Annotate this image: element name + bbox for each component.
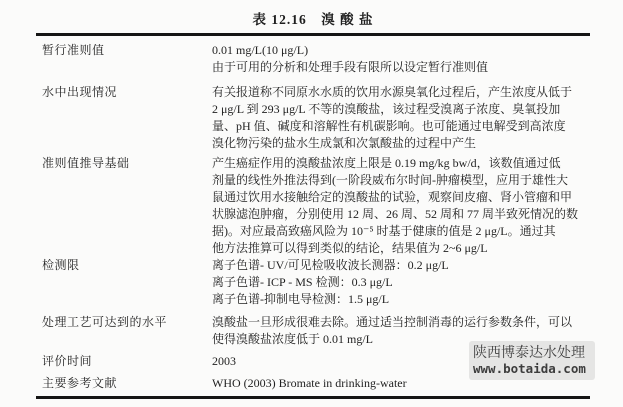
table-bottom-rule xyxy=(36,396,590,399)
row-label: 检测限 xyxy=(42,258,80,272)
row-label: 主要参考文献 xyxy=(42,376,118,390)
content-line: 鼠通过饮用水接触给定的溴酸盐的试验，观察间皮瘤、肾小管瘤和甲 xyxy=(212,190,573,204)
content-line: 离子色谱- UV/可见检吸收波长测器：0.2 μg/L xyxy=(212,258,449,272)
watermark-website: www.botaida.com xyxy=(473,361,586,376)
content-line: 产生癌症作用的溴酸盐浓度上限是 0.19 mg/kg bw/d，该数值通过低 xyxy=(212,156,561,170)
row-content xyxy=(212,42,590,76)
row-content xyxy=(212,155,590,257)
content-line: 2003 xyxy=(212,354,236,368)
content-line: WHO (2003) Bromate in drinking-water xyxy=(212,376,407,390)
table-title: 表 12.16 溴 酸 盐 xyxy=(252,12,374,27)
table-row-guideline-derivation-basis xyxy=(36,155,590,257)
content-line: 有关报道称不同原水水质的饮用水源臭氧化过程后，产生浓度从低于 xyxy=(212,85,573,99)
content-line: 离子色谱-抑制电导检测：1.5 μg/L xyxy=(212,292,390,306)
content-line: 据)。对应最高致癌风险为 10⁻⁵ 时基于健康的值是 2 μg/L。通过其 xyxy=(212,224,556,238)
content-line: 离子色谱- ICP - MS 检测：0.3 μg/L xyxy=(212,275,393,289)
table-top-rule xyxy=(36,33,590,36)
content-line: 溴化物污染的盐水生成氯和次氯酸盐的过程中产生 xyxy=(212,136,477,150)
table-row-occurrence-in-water xyxy=(36,84,590,152)
row-label: 处理工艺可达到的水平 xyxy=(42,315,168,329)
content-line: 0.01 mg/L(10 μg/L) xyxy=(212,43,309,57)
content-line: 状腺滤泡肿瘤，分别使用 12 周、26 周、52 周和 77 周半致死情况的数 xyxy=(212,207,579,221)
row-content xyxy=(212,257,590,308)
table-row-provisional-guideline-value xyxy=(36,42,590,76)
row-label: 水中出现情况 xyxy=(42,85,118,99)
content-line: 使得溴酸盐浓度低于 0.01 mg/L xyxy=(212,332,373,346)
content-line: 溴酸盐一旦形成很难去除。通过适当控制消毒的运行参数条件，可以 xyxy=(212,315,573,329)
content-line: 量、pH 值、碱度和溶解性有机碳影响。也可能通过电解受到高浓度 xyxy=(212,119,566,133)
row-content xyxy=(212,84,590,152)
content-line: 由于可用的分析和处理手段有限所以设定暂行准则值 xyxy=(212,60,489,74)
table-row-detection-limit xyxy=(36,257,590,308)
content-line: 他方法推算可以得到类似的结论，结果值为 2~6 μg/L xyxy=(212,241,488,255)
row-label: 准则值推导基础 xyxy=(42,156,130,170)
content-line: 2 μg/L 到 293 μg/L 不等的溴酸盐，该过程受溴离子浓度、臭氧投加 xyxy=(212,102,561,116)
watermark xyxy=(469,341,595,380)
watermark-company: 陕西博泰达水处理 xyxy=(473,344,585,360)
row-label: 评价时间 xyxy=(42,354,93,368)
content-line: 剂量的线性外推法得到(一阶段威布尔时间-肿瘤模型，应用于雄性大 xyxy=(212,173,568,187)
row-label: 暂行准则值 xyxy=(42,43,105,57)
bromate-table xyxy=(36,42,590,392)
